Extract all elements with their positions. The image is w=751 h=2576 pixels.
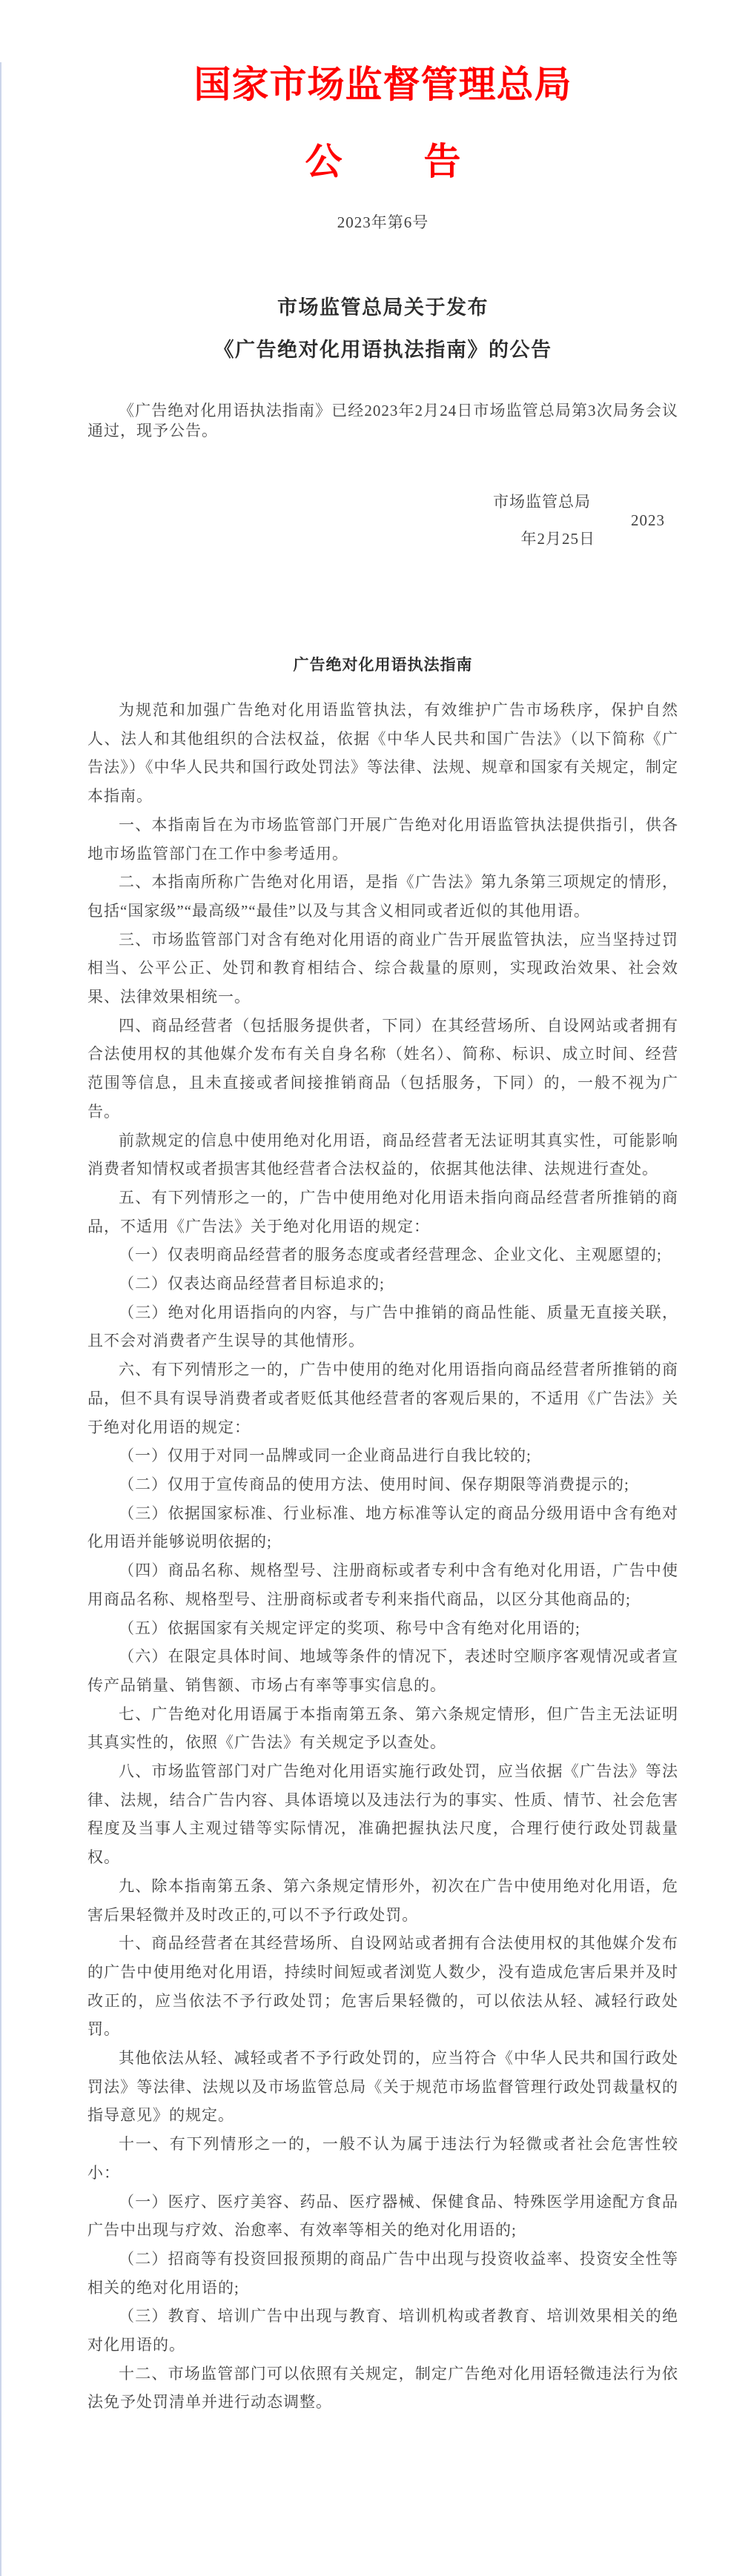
guideline-paragraph: （一）仅用于对同一品牌或同一企业商品进行自我比较的; (119, 1447, 532, 1465)
guideline-paragraph: （二）招商等有投资回报预期的商品广告中出现与投资收益率、投资安全性等相关的绝对化用语的; (87, 2249, 678, 2297)
guideline-paragraph: 九、除本指南第五条、第六条规定情形外，初次在广告中使用绝对化用语，危害后果轻微并及时改正的,可以不予行政处罚。 (87, 1876, 678, 1924)
guideline-paragraph: （四）商品名称、规格型号、注册商标或者专利中含有绝对化用语，广告中使用商品名称、规格型号、注册商标或者专利来指代商品，以区分其他商品的; (87, 1561, 678, 1608)
document-content (87, 62, 678, 2417)
org-title: 国家市场监督管理总局 (193, 64, 572, 105)
announcement-heading-line2: 《广告绝对化用语执法指南》的公告 (214, 339, 552, 361)
guideline-paragraph: 七、广告绝对化用语属于本指南第五条、第六条规定情形，但广告主无法证明其真实性的，依照《广告法》有关规定予以查处。 (87, 1704, 678, 1752)
announcement-title-char2: 告 (423, 141, 461, 182)
announcement-title (87, 139, 678, 184)
announcement-heading-line1: 市场监管总局关于发布 (277, 296, 489, 319)
guideline-paragraph: 一、本指南旨在为市场监管部门开展广告绝对化用语监管执法提供指引，供各地市场监管部门在工作中参考适用。 (87, 815, 678, 863)
guideline-paragraph: （二）仅表达商品经营者目标追求的; (119, 1275, 385, 1293)
signature-org: 市场监管总局 (493, 493, 591, 511)
guideline-paragraph: 前款规定的信息中使用绝对化用语，商品经营者无法证明其真实性，可能影响消费者知情权或者损害其他经营者合法权益的，依据其他法律、法规进行查处。 (87, 1131, 678, 1178)
guideline-paragraph: 二、本指南所称广告绝对化用语，是指《广告法》第九条第三项规定的情形，包括“国家级”“最高级”“最佳”以及与其含义相同或者近似的其他用语。 (87, 873, 678, 920)
guideline-paragraph: （一）医疗、医疗美容、药品、医疗器械、保健食品、特殊医学用途配方食品广告中出现与疗效、治愈率、有效率等相关的绝对化用语的; (87, 2192, 678, 2240)
guideline-paragraph: 十、商品经营者在其经营场所、自设网站或者拥有合法使用权的其他媒介发布的广告中使用绝对化用语，持续时间短或者浏览人数少，没有造成危害后果并及时改正的，应当依法不予行政处罚；危害后果轻微的，可以依法从轻、减轻行政处罚。 (87, 1934, 678, 2039)
doc-number: 2023年第6号 (337, 213, 429, 231)
guideline-paragraph: （三）绝对化用语指向的内容，与广告中推销的商品性能、质量无直接关联，且不会对消费者产生误导的其他情形。 (87, 1303, 678, 1350)
guideline-paragraph: 四、商品经营者（包括服务提供者，下同）在其经营场所、自设网站或者拥有合法使用权的其他媒介发布有关自身名称（姓名）、简称、标识、成立时间、经营范围等信息，且未直接或者间接推销商品（包括服务，下同）的，一般不视为广告。 (87, 1016, 678, 1121)
guideline-paragraph: （二）仅用于宣传商品的使用方法、使用时间、保存期限等消费提示的; (119, 1475, 629, 1493)
guideline-paragraph: 三、市场监管部门对含有绝对化用语的商业广告开展监管执法，应当坚持过罚相当、公平公正、处罚和教育相结合、综合裁量的原则，实现政治效果、社会效果、法律效果相统一。 (87, 930, 678, 1006)
announcement-body-paragraph: 《广告绝对化用语执法指南》已经2023年2月24日市场监管总局第3次局务会议通过，现予公告。 (87, 402, 678, 439)
page (0, 62, 751, 2576)
guideline-paragraph: 六、有下列情形之一的，广告中使用的绝对化用语指向商品经营者所推销的商品，但不具有误导消费者或者贬低其他经营者的客观后果的，不适用《广告法》关于绝对化用语的规定： (87, 1361, 678, 1436)
signature-date-day: 年2月25日 (520, 530, 595, 548)
guideline-paragraph: 五、有下列情形之一的，广告中使用绝对化用语未指向商品经营者所推销的商品，不适用《广告法》关于绝对化用语的规定： (87, 1188, 678, 1235)
guideline-paragraph: 十一、有下列情形之一的，一般不认为属于违法行为轻微或者社会危害性较小： (87, 2135, 678, 2182)
announcement-title-char1: 公 (305, 141, 343, 182)
guideline-paragraph: （三）依据国家标准、行业标准、地方标准等认定的商品分级用语中含有绝对化用语并能够说明依据的; (87, 1504, 678, 1551)
guideline-paragraph: （一）仅表明商品经营者的服务态度或者经营理念、企业文化、主观愿望的; (119, 1246, 662, 1264)
signature-date-year: 2023 (631, 511, 665, 529)
guideline-paragraphs (87, 696, 678, 2417)
guideline-paragraph: 八、市场监管部门对广告绝对化用语实施行政处罚，应当依据《广告法》等法律、法规，结合广告内容、具体语境以及违法行为的事实、性质、情节、社会危害程度及当事人主观过错等实际情况，准确把握执法尺度，合理行使行政处罚裁量权。 (87, 1762, 678, 1867)
guideline-paragraph: 十二、市场监管部门可以依照有关规定，制定广告绝对化用语轻微违法行为依法免予处罚清单并进行动态调整。 (87, 2364, 678, 2411)
guideline-paragraph: （五）依据国家有关规定评定的奖项、称号中含有绝对化用语的; (119, 1619, 580, 1637)
guideline-title: 广告绝对化用语执法指南 (293, 656, 473, 674)
signature-block (87, 493, 678, 548)
guideline-paragraph: （六）在限定具体时间、地域等条件的情况下，表述时空顺序客观情况或者宣传产品销量、销售额、市场占有率等事实信息的。 (87, 1647, 678, 1694)
guideline-paragraph: 其他依法从轻、减轻或者不予行政处罚的，应当符合《中华人民共和国行政处罚法》等法律、法规以及市场监管总局《关于规范市场监督管理行政处罚裁量权的指导意见》的规定。 (87, 2049, 678, 2125)
guideline-paragraph: （三）教育、培训广告中出现与教育、培训机构或者教育、培训效果相关的绝对化用语的。 (87, 2307, 678, 2354)
guideline-paragraph: 为规范和加强广告绝对化用语监管执法，有效维护广告市场秩序，保护自然人、法人和其他组织的合法权益，依据《中华人民共和国广告法》（以下简称《广告法》）《中华人民共和国行政处罚法》等法律、法规、规章和国家有关规定，制定本指南。 (87, 701, 678, 806)
